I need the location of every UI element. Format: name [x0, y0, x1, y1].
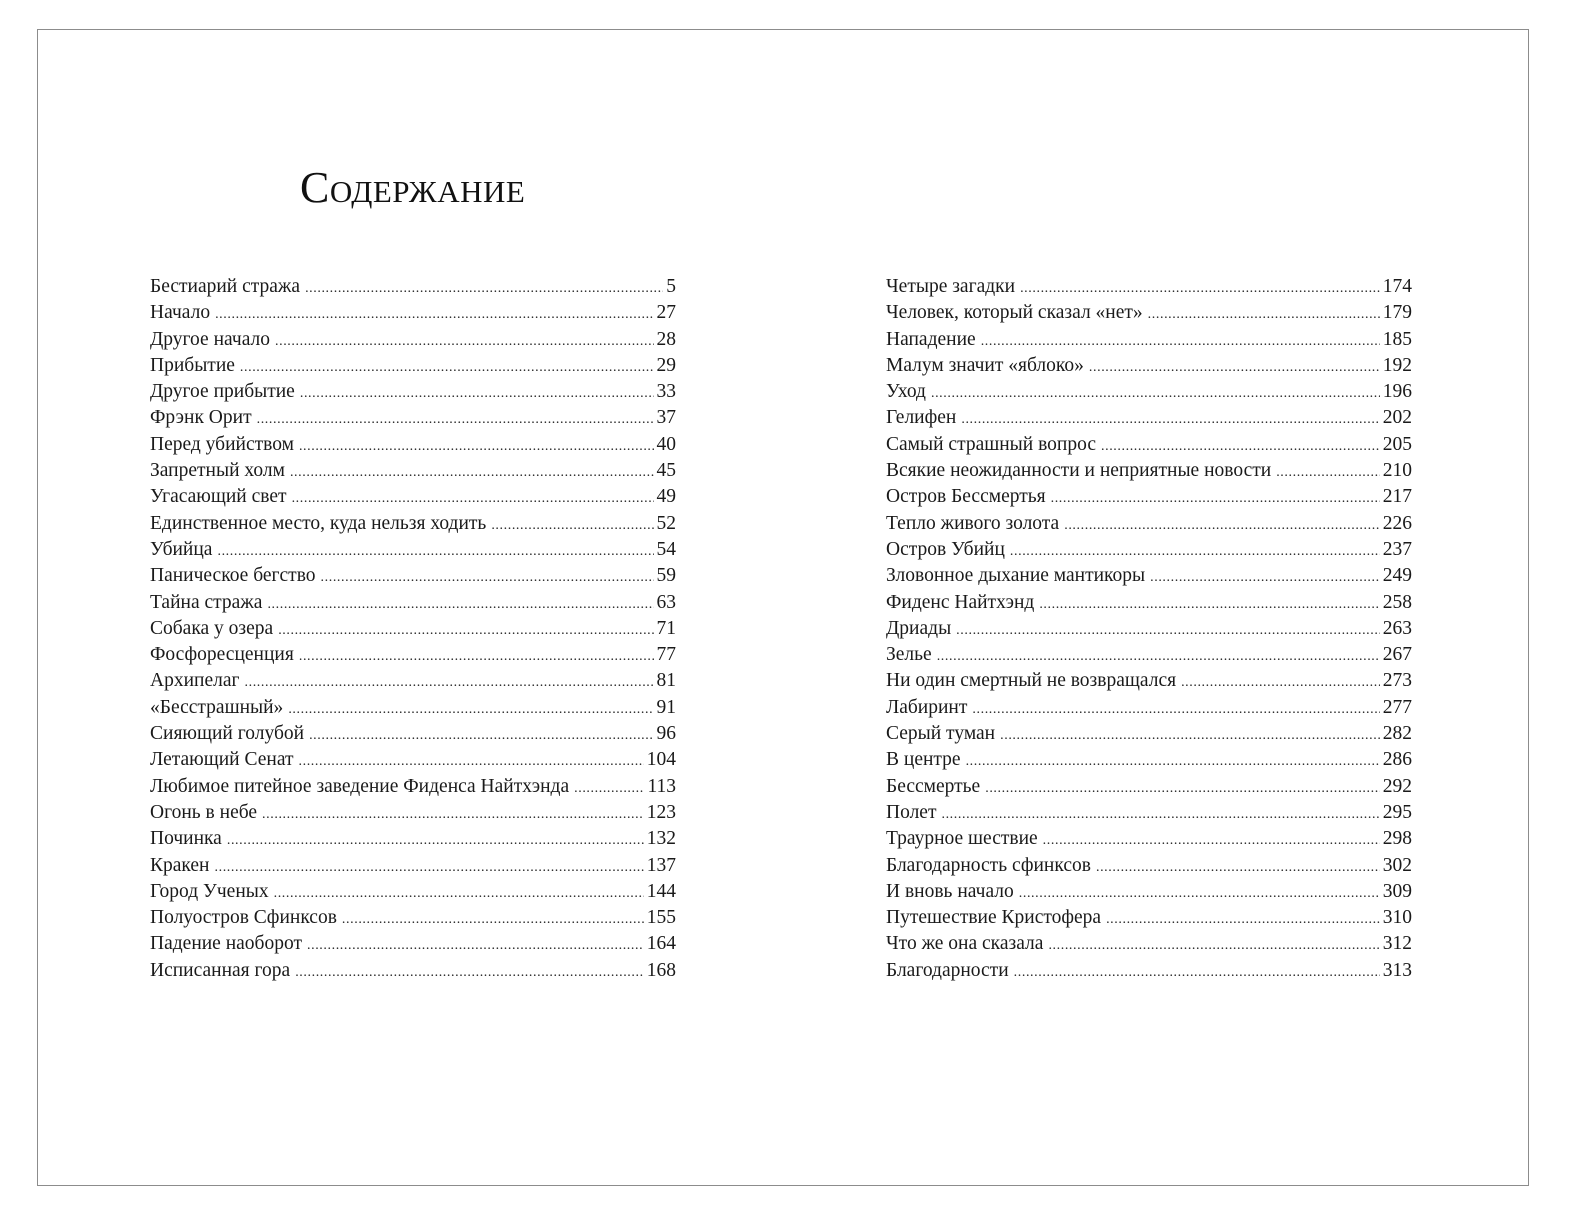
toc-entry: [886, 432, 1412, 458]
toc-entry-page-number: 28: [656, 328, 676, 350]
dot-leader: [1051, 484, 1380, 510]
dot-leader: [292, 484, 654, 510]
toc-right-column: [886, 274, 1412, 984]
toc-entry: [886, 590, 1412, 616]
dot-leader: [290, 458, 654, 484]
toc-entry-page-number: 277: [1382, 696, 1412, 718]
toc-entry-title: И вновь начало: [886, 880, 1014, 902]
toc-entry-title: Нападение: [886, 328, 976, 350]
toc-entry: [150, 642, 676, 668]
toc-entry-title: Уход: [886, 381, 926, 403]
toc-entry-page-number: 168: [646, 959, 676, 981]
toc-entry: [886, 853, 1412, 879]
toc-entry: [150, 274, 676, 300]
dot-leader: [215, 300, 653, 326]
toc-title: Содержание: [300, 163, 526, 212]
toc-entry-title: Другое прибытие: [150, 381, 295, 403]
dot-leader: [941, 800, 1379, 826]
toc-entry-page-number: 40: [656, 433, 676, 455]
toc-entry-title: Любимое питейное заведение Фиденса Найтхэнда: [150, 775, 570, 797]
toc-entry: [886, 721, 1412, 747]
dot-leader: [972, 695, 1379, 721]
toc-entry-page-number: 263: [1382, 617, 1412, 639]
dot-leader: [215, 853, 644, 879]
toc-entry-title: Тайна стража: [150, 591, 263, 613]
dot-leader: [262, 800, 644, 826]
toc-entry-title: Перед убийством: [150, 433, 294, 455]
dot-leader: [1064, 511, 1380, 537]
toc-entry-title: Летающий Сенат: [150, 749, 294, 771]
toc-entry: [150, 616, 676, 642]
toc-entry: [886, 458, 1412, 484]
dot-leader: [1101, 432, 1380, 458]
toc-entry-page-number: 298: [1382, 828, 1412, 850]
toc-entry-page-number: 81: [656, 670, 676, 692]
toc-entry-page-number: 267: [1382, 644, 1412, 666]
toc-entry: [886, 931, 1412, 957]
toc-entry-title: Починка: [150, 828, 222, 850]
toc-entry: [150, 879, 676, 905]
dot-leader: [1096, 853, 1380, 879]
toc-entry-title: Бестиарий стража: [150, 276, 301, 297]
toc-entry: [150, 432, 676, 458]
toc-entry: [886, 774, 1412, 800]
toc-entry: [150, 774, 676, 800]
dot-leader: [274, 879, 644, 905]
toc-entry: [886, 747, 1412, 773]
dot-leader: [1000, 721, 1380, 747]
dot-leader: [288, 695, 653, 721]
toc-entry-title: Зелье: [886, 644, 932, 666]
toc-entry: [886, 958, 1412, 984]
dot-leader: [1020, 274, 1380, 300]
toc-entry-page-number: 5: [666, 276, 676, 297]
toc-entry-title: Фиденс Найтхэнд: [886, 591, 1035, 613]
dot-leader: [245, 668, 654, 694]
toc-entry-title: Благодарность сфинксов: [886, 854, 1091, 876]
dot-leader: [1181, 668, 1380, 694]
dot-leader: [985, 774, 1380, 800]
toc-entry-title: Фосфоресценция: [150, 644, 294, 666]
toc-entry: [150, 379, 676, 405]
toc-entry-title: Лабиринт: [886, 696, 968, 718]
toc-entry-page-number: 202: [1382, 407, 1412, 429]
toc-entry-title: Полет: [886, 801, 937, 823]
toc-entry-page-number: 249: [1382, 565, 1412, 587]
toc-entry-title: Единственное место, куда нельзя ходить: [150, 512, 487, 534]
dot-leader: [1043, 826, 1380, 852]
toc-entry-page-number: 273: [1382, 670, 1412, 692]
toc-entry-title: Начало: [150, 302, 211, 324]
toc-entry-title: Благодарности: [886, 959, 1009, 981]
toc-entry-page-number: 54: [656, 538, 676, 560]
toc-entry-title: Исписанная гора: [150, 959, 291, 981]
dot-leader: [227, 826, 644, 852]
toc-entry: [886, 642, 1412, 668]
toc-entry-page-number: 258: [1382, 591, 1412, 613]
toc-entry-page-number: 292: [1382, 775, 1412, 797]
toc-entry: [886, 800, 1412, 826]
toc-entry: [886, 879, 1412, 905]
toc-entry-page-number: 137: [646, 854, 676, 876]
toc-entry: [886, 563, 1412, 589]
toc-entry-page-number: 164: [646, 933, 676, 955]
toc-entry: [886, 511, 1412, 537]
toc-entry-page-number: 96: [656, 723, 676, 745]
toc-entry: [150, 511, 676, 537]
toc-entry-title: Четыре загадки: [886, 276, 1016, 297]
toc-entry: [150, 800, 676, 826]
toc-entry-title: Угасающий свет: [150, 486, 287, 508]
toc-entry: [886, 327, 1412, 353]
toc-entry-title: Паническое бегство: [150, 565, 316, 587]
toc-entry: [150, 300, 676, 326]
toc-entry-page-number: 49: [656, 486, 676, 508]
toc-left-column: [150, 274, 676, 984]
toc-entry: [150, 590, 676, 616]
toc-entry-title: Человек, который сказал «нет»: [886, 302, 1143, 324]
toc-entry-title: Остров Бессмертья: [886, 486, 1046, 508]
dot-leader: [299, 432, 654, 458]
toc-entry-title: «Бесстрашный»: [150, 696, 284, 718]
toc-entry-page-number: 237: [1382, 538, 1412, 560]
dot-leader: [1148, 300, 1380, 326]
toc-entry-title: Фрэнк Орит: [150, 407, 252, 429]
dot-leader: [1106, 905, 1380, 931]
toc-entry-page-number: 313: [1382, 959, 1412, 981]
toc-entry-page-number: 217: [1382, 486, 1412, 508]
toc-entry: [150, 458, 676, 484]
toc-entry-page-number: 29: [656, 354, 676, 376]
toc-entry-page-number: 210: [1382, 460, 1412, 482]
dot-leader: [574, 774, 644, 800]
toc-entry-title: Сияющий голубой: [150, 723, 305, 745]
toc-entry-page-number: 104: [646, 749, 676, 771]
toc-entry-page-number: 185: [1382, 328, 1412, 350]
toc-entry-page-number: 312: [1382, 933, 1412, 955]
toc-entry: [150, 353, 676, 379]
dot-leader: [240, 353, 654, 379]
toc-entry-page-number: 226: [1382, 512, 1412, 534]
dot-leader: [956, 616, 1380, 642]
toc-entry: [150, 695, 676, 721]
toc-entry-title: В центре: [886, 749, 961, 771]
dot-leader: [966, 747, 1380, 773]
toc-entry: [150, 327, 676, 353]
toc-entry-page-number: 302: [1382, 854, 1412, 876]
toc-entry-title: Падение наоборот: [150, 933, 302, 955]
toc-entry: [886, 695, 1412, 721]
toc-entry-title: Огонь в небе: [150, 801, 258, 823]
dot-leader: [1048, 931, 1379, 957]
toc-entry: [886, 905, 1412, 931]
toc-entry-page-number: 309: [1382, 880, 1412, 902]
toc-entry-title: Собака у озера: [150, 617, 274, 639]
toc-entry-title: Город Ученых: [150, 880, 269, 902]
toc-entry-title: Траурное шествие: [886, 828, 1038, 850]
dot-leader: [961, 405, 1379, 431]
dot-leader: [275, 327, 654, 353]
toc-entry: [150, 405, 676, 431]
dot-leader: [305, 274, 663, 300]
toc-entry-page-number: 27: [656, 302, 676, 324]
dot-leader: [1014, 958, 1380, 984]
toc-entry: [886, 537, 1412, 563]
dot-leader: [1010, 537, 1380, 563]
toc-entry-page-number: 295: [1382, 801, 1412, 823]
dot-leader: [217, 537, 653, 563]
dot-leader: [307, 931, 644, 957]
toc-entry-title: Путешествие Кристофера: [886, 907, 1102, 929]
dot-leader: [1276, 458, 1380, 484]
dot-leader: [299, 747, 644, 773]
toc-entry: [886, 379, 1412, 405]
toc-entry-title: Малум значит «яблоко»: [886, 354, 1084, 376]
toc-entry-title: Прибытие: [150, 354, 235, 376]
toc-entry: [886, 300, 1412, 326]
toc-entry: [886, 484, 1412, 510]
toc-entry-title: Что же она сказала: [886, 933, 1044, 955]
dot-leader: [491, 511, 653, 537]
dot-leader: [309, 721, 653, 747]
toc-entry-title: Ни один смертный не возвращался: [886, 670, 1177, 692]
toc-entry: [886, 274, 1412, 300]
toc-entry-page-number: 77: [656, 644, 676, 666]
dot-leader: [300, 379, 654, 405]
dot-leader: [981, 327, 1380, 353]
toc-entry: [150, 537, 676, 563]
toc-entry-title: Остров Убийц: [886, 538, 1005, 560]
toc-entry: [150, 853, 676, 879]
toc-entry-page-number: 282: [1382, 723, 1412, 745]
toc-entry-page-number: 310: [1382, 907, 1412, 929]
dot-leader: [931, 379, 1380, 405]
toc-entry-page-number: 52: [656, 512, 676, 534]
toc-entry-title: Убийца: [150, 538, 213, 560]
toc-entry-title: Архипелаг: [150, 670, 240, 692]
dot-leader: [1089, 353, 1380, 379]
toc-entry-page-number: 37: [656, 407, 676, 429]
toc-entry-page-number: 71: [656, 617, 676, 639]
toc-entry-page-number: 196: [1382, 381, 1412, 403]
toc-entry: [150, 958, 676, 984]
toc-entry-title: Кракен: [150, 854, 210, 876]
toc-entry-title: Другое начало: [150, 328, 270, 350]
toc-entry-page-number: 144: [646, 880, 676, 902]
toc-entry: [150, 484, 676, 510]
toc-entry-page-number: 155: [646, 907, 676, 929]
toc-entry: [150, 931, 676, 957]
toc-entry-title: Дриады: [886, 617, 952, 639]
toc-entry-title: Серый туман: [886, 723, 996, 745]
toc-entry-page-number: 286: [1382, 749, 1412, 771]
dot-leader: [342, 905, 644, 931]
toc-entry-page-number: 179: [1382, 302, 1412, 324]
toc-entry-title: Бессмертье: [886, 775, 981, 797]
toc-entry: [150, 668, 676, 694]
dot-leader: [937, 642, 1380, 668]
toc-entry: [886, 616, 1412, 642]
dot-leader: [1039, 590, 1379, 616]
toc-entry-page-number: 33: [656, 381, 676, 403]
toc-entry-page-number: 59: [656, 565, 676, 587]
toc-entry-title: Запретный холм: [150, 460, 285, 482]
toc-entry: [150, 826, 676, 852]
toc-entry-title: Всякие неожиданности и неприятные новости: [886, 460, 1272, 482]
toc-entry-title: Полуостров Сфинксов: [150, 907, 337, 929]
dot-leader: [278, 616, 653, 642]
toc-entry-title: Тепло живого золота: [886, 512, 1060, 534]
toc-entry-title: Самый страшный вопрос: [886, 433, 1096, 455]
toc-entry-title: Зловонное дыхание мантикоры: [886, 565, 1146, 587]
dot-leader: [1019, 879, 1380, 905]
dot-leader: [267, 590, 653, 616]
toc-entry-page-number: 123: [646, 801, 676, 823]
dot-leader: [1150, 563, 1380, 589]
toc-entry: [886, 353, 1412, 379]
toc-entry-page-number: 45: [656, 460, 676, 482]
toc-entry: [886, 405, 1412, 431]
toc-entry: [150, 721, 676, 747]
dot-leader: [295, 958, 644, 984]
toc-entry-page-number: 113: [647, 775, 676, 797]
dot-leader: [321, 563, 654, 589]
toc-entry-page-number: 192: [1382, 354, 1412, 376]
toc-entry: [150, 747, 676, 773]
toc-entry-page-number: 174: [1382, 276, 1412, 297]
toc-entry: [150, 905, 676, 931]
dot-leader: [257, 405, 654, 431]
toc-entry-page-number: 132: [646, 828, 676, 850]
toc-entry: [150, 563, 676, 589]
toc-entry-title: Гелифен: [886, 407, 957, 429]
toc-entry-page-number: 205: [1382, 433, 1412, 455]
dot-leader: [299, 642, 654, 668]
toc-entry: [886, 668, 1412, 694]
toc-entry-page-number: 63: [656, 591, 676, 613]
toc-entry-page-number: 91: [656, 696, 676, 718]
toc-entry: [886, 826, 1412, 852]
